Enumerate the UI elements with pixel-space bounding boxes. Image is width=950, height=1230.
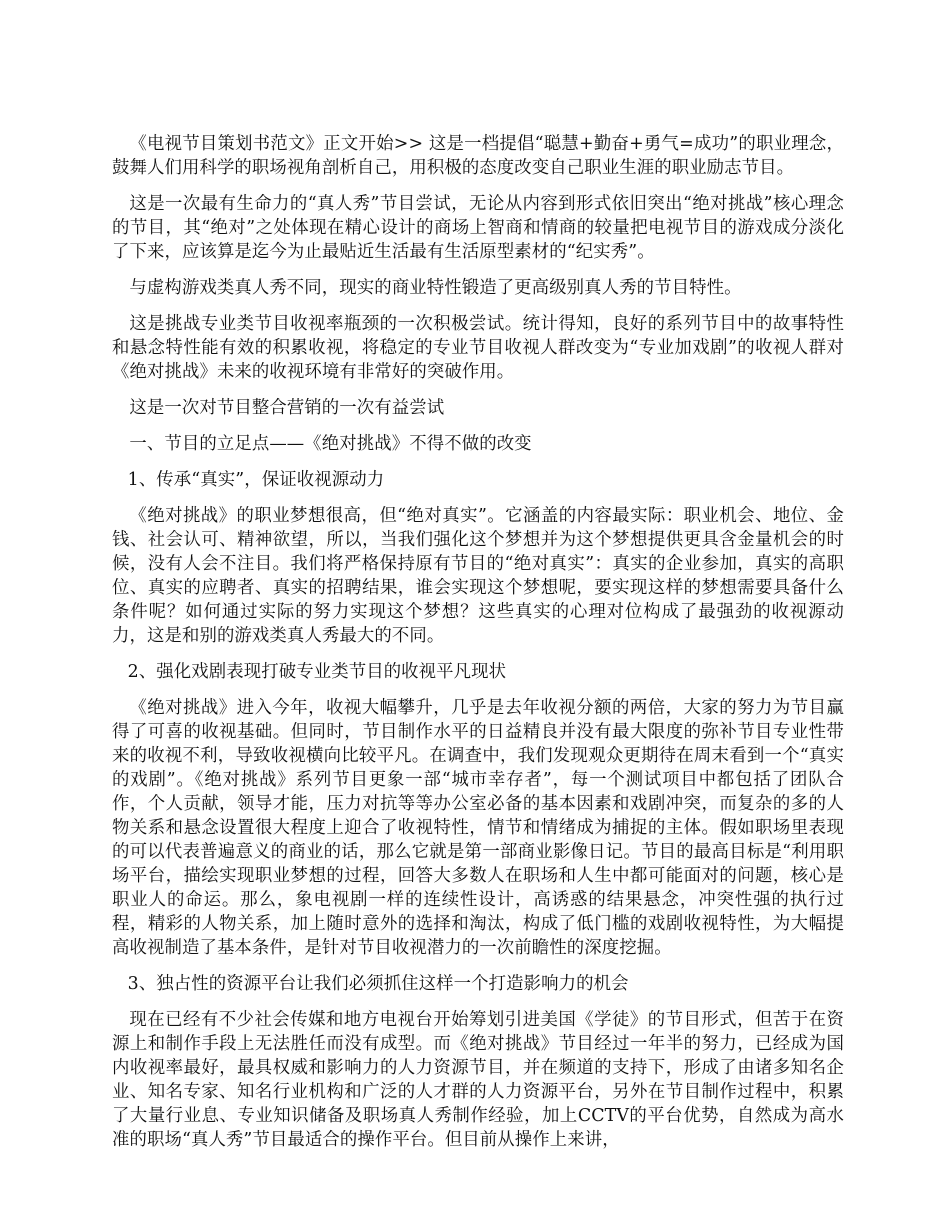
subsection-heading: 2、强化戏剧表现打破专业类节目的收视平凡现状 [127, 662, 507, 682]
body-paragraph: 这是挑战专业类节目收视率瓶颈的一次积极尝试。统计得知，良好的系列节目中的故事特性和悬念特性能有效的积累收视，将稳定的专业节目收视人群改变为“专业加戏剧”的收视人群对《绝对挑战》未来的收视环境有非常好的突破作用。 [112, 314, 844, 382]
subsection-heading: 1、传承“真实”，保证收视源动力 [127, 470, 385, 490]
body-paragraph: 这是一次最有生命力的“真人秀”节目尝试，无论从内容到形式依旧突出“绝对挑战”核心理念的节目，其“绝对”之处体现在精心设计的商场上智商和情商的较量把电视节目的游戏成分淡化了下来，应该算是迄今为止最贴近生活最有生活原型素材的“纪实秀”。 [112, 194, 844, 262]
document-body [112, 132, 844, 1164]
body-paragraph: 《绝对挑战》的职业梦想很高，但“绝对真实”。它涵盖的内容最实际：职业机会、地位、金钱、社会认可、精神欲望，所以，当我们强化这个梦想并为这个梦想提供更具含金量机会的时候，没有人会不注目。我们将严格保持原有节目的“绝对真实”：真实的企业参加，真实的高职位、真实的应聘者、真实的招聘结果，谁会实现这个梦想呢，要实现这样的梦想需要具备什么条件呢？如何通过实际的努力实现这个梦想？这些真实的心理对位构成了最强劲的收视源动力，这是和别的游戏类真人秀最大的不同。 [112, 506, 844, 646]
body-paragraph: 现在已经有不少社会传媒和地方电视台开始筹划引进美国《学徒》的节目形式，但苦于在资源上和制作手段上无法胜任而没有成型。而《绝对挑战》节目经过一年半的努力，已经成为国内收视率最好，最具权威和影响力的人力资源节目，并在频道的支持下，形成了由诸多知名企业、知名专家、知名行业机构和广泛的人才群的人力资源平台，另外在节目制作过程中，积累了大量行业息、专业知识储备及职场真人秀制作经验，加上CCTV的平台优势，自然成为高水准的职场“真人秀”节目最适合的操作平台。但目前从操作上来讲， [112, 1010, 844, 1150]
body-paragraph: 这是一次对节目整合营销的一次有益尝试 [129, 398, 445, 418]
subsection-heading: 3、独占性的资源平台让我们必须抓住这样一个打造影响力的机会 [127, 974, 629, 994]
body-paragraph: 与虚构游戏类真人秀不同，现实的商业特性锻造了更高级别真人秀的节目特性。 [129, 278, 742, 298]
body-paragraph: 《绝对挑战》进入今年，收视大幅攀升，几乎是去年收视分额的两倍，大家的努力为节目赢得了可喜的收视基础。但同时，节目制作水平的日益精良并没有最大限度的弥补节目专业性带来的收视不利，导致收视横向比较平凡。在调查中，我们发现观众更期待在周末看到一个“真实的戏剧”。《绝对挑战》系列节目更象一部“城市幸存者”，每一个测试项目中都包括了团队合作，个人贡献，领导才能，压力对抗等等办公室必备的基本因素和戏剧冲突，而复杂的多的人物关系和悬念设置很大程度上迎合了收视特性，情节和情绪成为捕捉的主体。假如职场里表现的可以代表普遍意义的商业的话，那么它就是第一部商业影像日记。节目的最高目标是“利用职场平台，描绘实现职业梦想的过程，回答大多数人在职场和人生中都可能面对的问题，核心是职业人的命运。那么，象电视剧一样的连续性设计，高诱惑的结果悬念，冲突性强的执行过程，精彩的人物关系，加上随时意外的选择和淘汰，构成了低门槛的戏剧收视特性，为大幅提高收视制造了基本条件，是针对节目收视潜力的一次前瞻性的深度挖掘。 [112, 698, 844, 958]
section-heading: 一、节目的立足点——《绝对挑战》不得不做的改变 [129, 434, 532, 454]
intro-paragraph: 《电视节目策划书范文》正文开始>> 这是一档提倡“聪慧+勤奋+勇气=成功”的职业理念，鼓舞人们用科学的职场视角剖析自己，用积极的态度改变自己职业生涯的职业励志节目。 [112, 134, 844, 178]
